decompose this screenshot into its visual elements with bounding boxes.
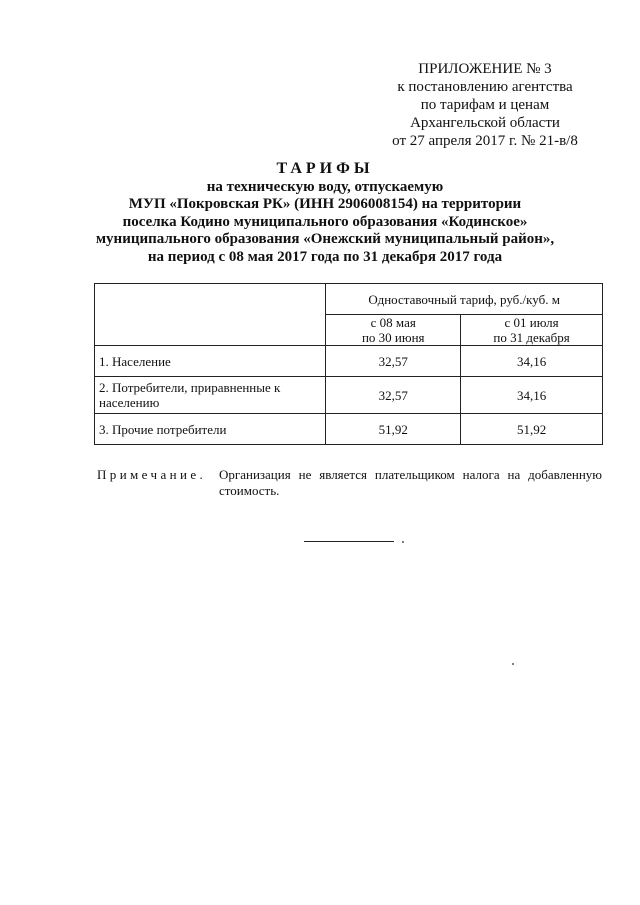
end-divider <box>304 541 394 542</box>
period-2-start: с 01 июля <box>504 315 559 330</box>
row-value: 32,57 <box>326 377 461 414</box>
row-value: 51,92 <box>326 414 461 445</box>
appendix-line-1: к постановлению агентства <box>397 79 573 95</box>
appendix-block <box>360 60 610 150</box>
table-row <box>95 346 603 377</box>
note-label: Примечание. <box>97 467 207 482</box>
appendix-line-3: Архангельской области <box>410 115 560 131</box>
heading-line-1: на техническую воду, отпускаемую <box>206 178 444 195</box>
row-label: 1. Население <box>95 346 326 377</box>
heading-line-4: муниципального образования «Онежский муниципальный район», <box>95 231 555 247</box>
period-cell-1 <box>326 315 461 346</box>
row-label-line-1: 2. Потребители, приравненные к <box>99 380 281 395</box>
document-heading <box>60 160 590 266</box>
appendix-title: ПРИЛОЖЕНИЕ № 3 <box>418 61 552 77</box>
document-title: ТАРИФЫ <box>276 160 374 177</box>
empty-header-cell <box>95 284 326 346</box>
scan-speck <box>402 541 404 543</box>
table-row <box>95 377 603 414</box>
heading-line-5: на период с 08 мая 2017 года по 31 декабря 2017 года <box>147 248 503 265</box>
row-value: 51,92 <box>461 414 603 445</box>
appendix-line-2: по тарифам и ценам <box>420 97 550 113</box>
row-label <box>95 377 326 414</box>
row-value: 32,57 <box>326 346 461 377</box>
row-value: 34,16 <box>461 346 603 377</box>
period-cell-2 <box>461 315 603 346</box>
tariff-table <box>94 283 603 445</box>
heading-line-3: поселка Кодино муниципального образования «Кодинское» <box>122 213 528 230</box>
heading-line-2: МУП «Покровская РК» (ИНН 2906008154) на территории <box>128 196 522 212</box>
row-value: 34,16 <box>461 377 603 414</box>
period-1-end: по 30 июня <box>361 330 425 345</box>
row-label-line-2: населению <box>99 395 160 410</box>
period-2-end: по 31 декабря <box>493 330 570 345</box>
table-row <box>95 414 603 445</box>
appendix-line-4: от 27 апреля 2017 г. № 21-в/8 <box>392 133 578 149</box>
tariff-header-cell: Одноставочный тариф, руб./куб. м <box>326 284 603 315</box>
period-1-start: с 08 мая <box>370 315 416 330</box>
scan-speck <box>512 663 514 665</box>
note-text: Организация не является плательщиком налога на добавленную стоимость. <box>219 467 602 498</box>
row-label: 3. Прочие потребители <box>95 414 326 445</box>
table-header-row <box>95 284 603 315</box>
